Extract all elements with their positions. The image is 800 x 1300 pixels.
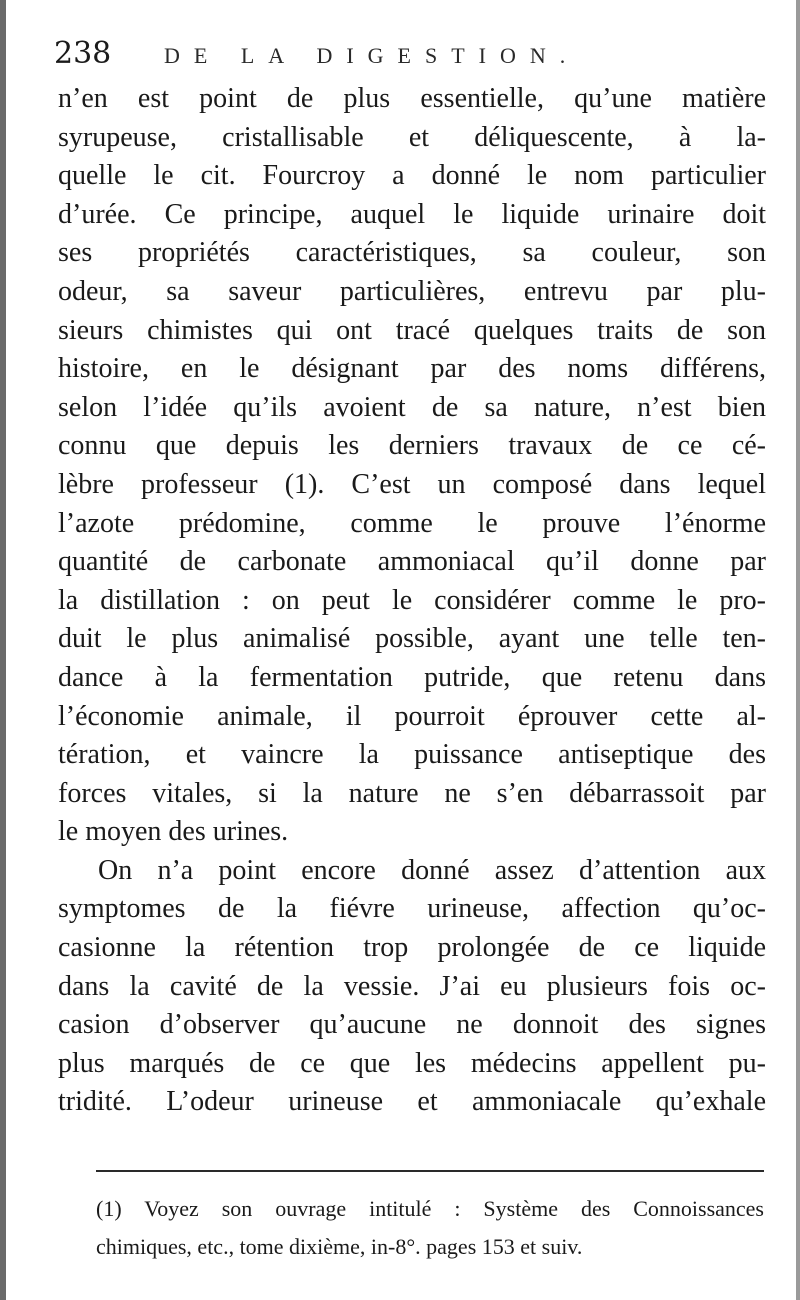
- text-line: d’urée. Ce principe, auquel le liquide urinaire doit: [58, 198, 766, 230]
- text-line: lèbre professeur (1). C’est un composé dans lequel: [58, 468, 766, 500]
- text-line: dance à la fermentation putride, que retenu dans: [58, 661, 766, 693]
- text-line: syrupeuse, cristallisable et déliquescente, à la-: [58, 121, 766, 153]
- text-line: quelle le cit. Fourcroy a donné le nom particulier: [58, 160, 766, 192]
- footnote-rule: [96, 1170, 764, 1172]
- text-line: selon l’idée qu’ils avoient de sa nature, n’est bien: [58, 391, 766, 423]
- text-line: forces vitales, si la nature ne s’en débarrassoit par: [58, 777, 766, 809]
- page-number: 238: [54, 36, 112, 71]
- text-line: dans la cavité de la vessie. J’ai eu plusieurs fois oc-: [58, 970, 766, 1002]
- paragraph-start-line: On n’a point encore donné assez d’attention aux: [98, 854, 766, 886]
- text-line: histoire, en le désignant par des noms différens,: [58, 353, 766, 385]
- text-line: casionne la rétention trop prolongée de ce liquide: [58, 932, 766, 964]
- text-line: sieurs chimistes qui ont tracé quelques traits de son: [58, 314, 766, 346]
- text-line: tération, et vaincre la puissance antiseptique des: [58, 739, 766, 771]
- text-line: la distillation : on peut le considérer comme le pro-: [58, 584, 766, 616]
- text-line: connu que depuis les derniers travaux de ce cé-: [58, 430, 766, 462]
- text-line: tridité. L’odeur urineuse et ammoniacale qu’exhale: [58, 1086, 766, 1118]
- text-line: odeur, sa saveur particulières, entrevu par plu-: [58, 275, 766, 307]
- text-line: symptomes de la fiévre urineuse, affection qu’oc-: [58, 893, 766, 925]
- text-line: casion d’observer qu’aucune ne donnoit des signes: [58, 1009, 766, 1041]
- text-line: l’azote prédomine, comme le prouve l’énorme: [58, 507, 766, 539]
- footnote-line: chimiques, etc., tome dixième, in-8°. pages 153 et suiv.: [96, 1234, 583, 1259]
- text-line: quantité de carbonate ammoniacal qu’il donne par: [58, 546, 766, 578]
- running-title: DE LA DIGESTION.: [164, 43, 580, 68]
- text-line: duit le plus animalisé possible, ayant une telle ten-: [58, 623, 766, 655]
- footnote: [96, 1190, 764, 1266]
- running-head: [54, 36, 774, 76]
- text-line: plus marqués de ce que les médecins appellent pu-: [58, 1047, 766, 1079]
- text-line: ses propriétés caractéristiques, sa couleur, son: [58, 237, 766, 269]
- text-line: n’en est point de plus essentielle, qu’une matière: [58, 83, 766, 114]
- paragraph-end-line: le moyen des urines.: [58, 816, 289, 848]
- body-text: [58, 80, 766, 1122]
- footnote-line: (1) Voyez son ouvrage intitulé : Système des Connoissances: [96, 1196, 764, 1221]
- text-line: l’économie animale, il pourroit éprouver cette al-: [58, 700, 766, 732]
